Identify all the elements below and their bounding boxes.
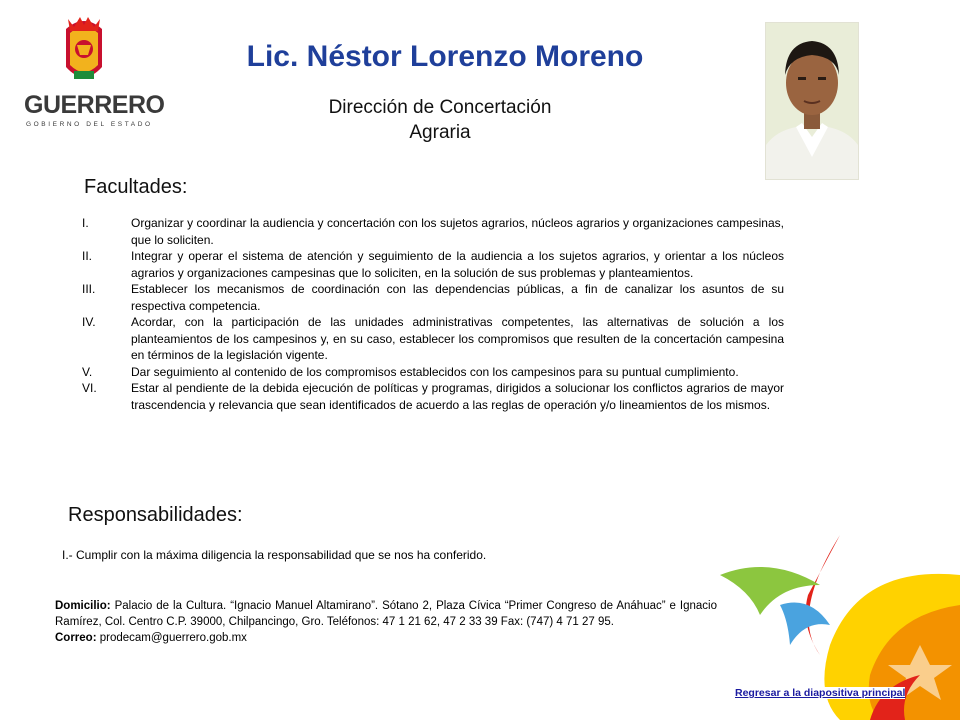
item-number: V. [82, 364, 93, 379]
item-text: Acordar, con la participación de las unidades administrativas competentes, las alternativas de solución a los planteamientos de los campesinos y, en su caso, establecer los compromisos que resulten de la concertación campesina en términos de la legislación vigente. [131, 315, 784, 362]
list-item [82, 380, 784, 413]
item-text: Integrar y operar el sistema de atención y seguimiento de la audiencia a los sujetos agrarios, y orientar a los núcleos agrarios y organizaciones campesinas que lo soliciten, en la solución de sus problemas y planteamientos. [131, 249, 784, 280]
item-number: III. [82, 282, 96, 296]
page-subtitle [260, 95, 620, 145]
logo-subtitle: GOBIERNO DEL ESTADO [26, 121, 153, 128]
address-label: Domicilio: [55, 600, 111, 612]
responsabilidades-text: I.- Cumplir con la máxima diligencia la responsabilidad que se nos ha conferido. [62, 548, 487, 562]
profile-photo [765, 22, 859, 180]
email-label: Correo: [55, 632, 97, 644]
email-text: prodecam@guerrero.gob.mx [99, 632, 247, 644]
list-item [82, 215, 784, 248]
item-text: Estar al pendiente de la debida ejecución de políticas y programas, dirigidos a solucionar los conflictos agrarios de mayor trascendencia y relevancia que sean identificados de acuerdo a las reglas de operación y/o lineamientos de los mismos. [131, 381, 784, 412]
facultades-heading: Facultades: [84, 176, 188, 198]
list-item [82, 248, 784, 281]
subtitle-line-2: Agraria [409, 122, 471, 143]
address-text: Palacio de la Cultura. “Ignacio Manuel Altamirano”. Sótano 2, Plaza Cívica “Primer Congreso de Anáhuac” e Ignacio Ramírez, Col. Centro C.P. 39000, Chilpancingo, Gro. Teléfonos: 47 1 21 62, 47 2 33 39 Fax: (747) 4 71 27 95. [55, 600, 717, 628]
list-item [82, 281, 784, 314]
guerrero-logo [18, 15, 165, 130]
back-to-main-slide-link[interactable]: Regresar a la diapositiva principal [735, 687, 906, 699]
subtitle-line-1: Dirección de Concertación [328, 97, 552, 118]
list-item [82, 364, 784, 381]
item-number: II. [82, 249, 93, 263]
page-title: Lic. Néstor Lorenzo Moreno [246, 40, 644, 73]
logo-name: GUERRERO [24, 91, 165, 119]
guerrero-coat-of-arms-icon [60, 15, 108, 89]
facultades-list [82, 215, 784, 413]
item-text: Organizar y coordinar la audiencia y concertación con los sujetos agrarios, núcleos agrarios y organizaciones campesinas, que lo soliciten. [131, 216, 784, 247]
item-number: I. [82, 216, 89, 230]
list-item [82, 314, 784, 364]
item-text: Establecer los mecanismos de coordinación con las dependencias públicas, a fin de canalizar los asuntos de su respectiva competencia. [131, 282, 784, 313]
responsabilidades-heading: Responsabilidades: [68, 504, 243, 526]
item-number: VI. [82, 381, 97, 395]
item-number: IV. [82, 315, 96, 329]
item-text: Dar seguimiento al contenido de los compromisos establecidos con los campesinos para su puntual cumplimiento. [131, 364, 739, 379]
contact-info [55, 598, 717, 646]
